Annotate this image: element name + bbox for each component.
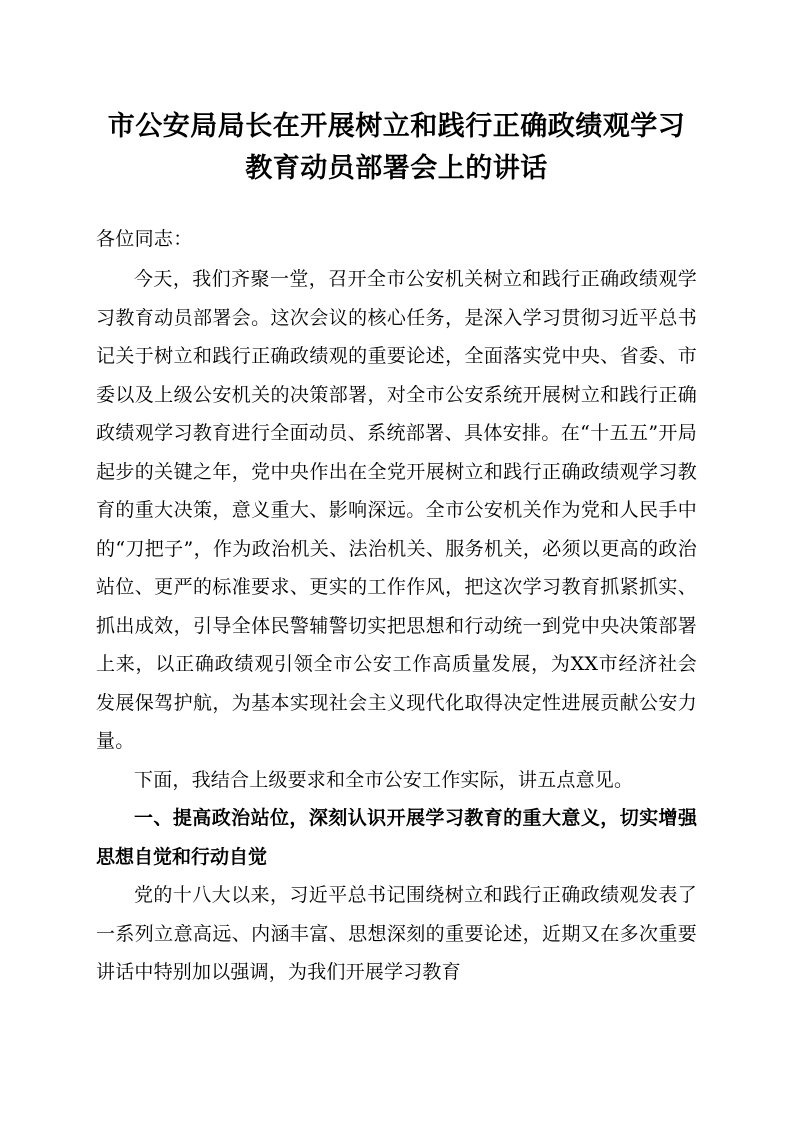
page-title: 市公安局局长在开展树立和践行正确政绩观学习教育动员部署会上的讲话 bbox=[107, 111, 686, 184]
paragraph-transition: 下面，我结合上级要求和全市公安工作实际，讲五点意见。 bbox=[134, 768, 634, 791]
paragraph-opening: 今天，我们齐聚一堂，召开全市公安机关树立和践行正确政绩观学习教育动员部署会。这次会议的核心任务，是深入学习贯彻习近平总书记关于树立和践行正确政绩观的重要论述，全面落实党中央、省委、市委以及上级公安机关的决策部署，对全市公安系统开展树立和践行正确政绩观学习教育进行全面动员、系统部署、具体安排。在“十五五”开局起步的关键之年，党中央作出在全党开展树立和践行正确政绩观学习教育的重大决策，意义重大、影响深远。全市公安机关作为党和人民手中的“刀把子”，作为政治机关、法治机关、服务机关，必须以更高的政治站位、更严的标准要求、更实的工作作风，把这次学习教育抓紧抓实、抓出成效，引导全体民警辅警切实把思想和行动统一到党中央决策部署上来，以正确政绩观引领全市公安工作高质量发展，为XX市经济社会发展保驾护航，为基本实现社会主义现代化取得决定性进展贡献公安力量。 bbox=[96, 268, 697, 752]
section-heading-one: 一、提高政治站位，深刻认识开展学习教育的重大意义，切实增强思想自觉和行动自觉 bbox=[96, 807, 697, 868]
salutation: 各位同志： bbox=[96, 228, 193, 250]
paragraph-section-one-body: 党的十八大以来，习近平总书记围绕树立和践行正确政绩观发表了一系列立意高远、内涵丰富、思想深刻的重要论述，近期又在多次重要讲话中特别加以强调，为我们开展学习教育 bbox=[96, 884, 697, 983]
